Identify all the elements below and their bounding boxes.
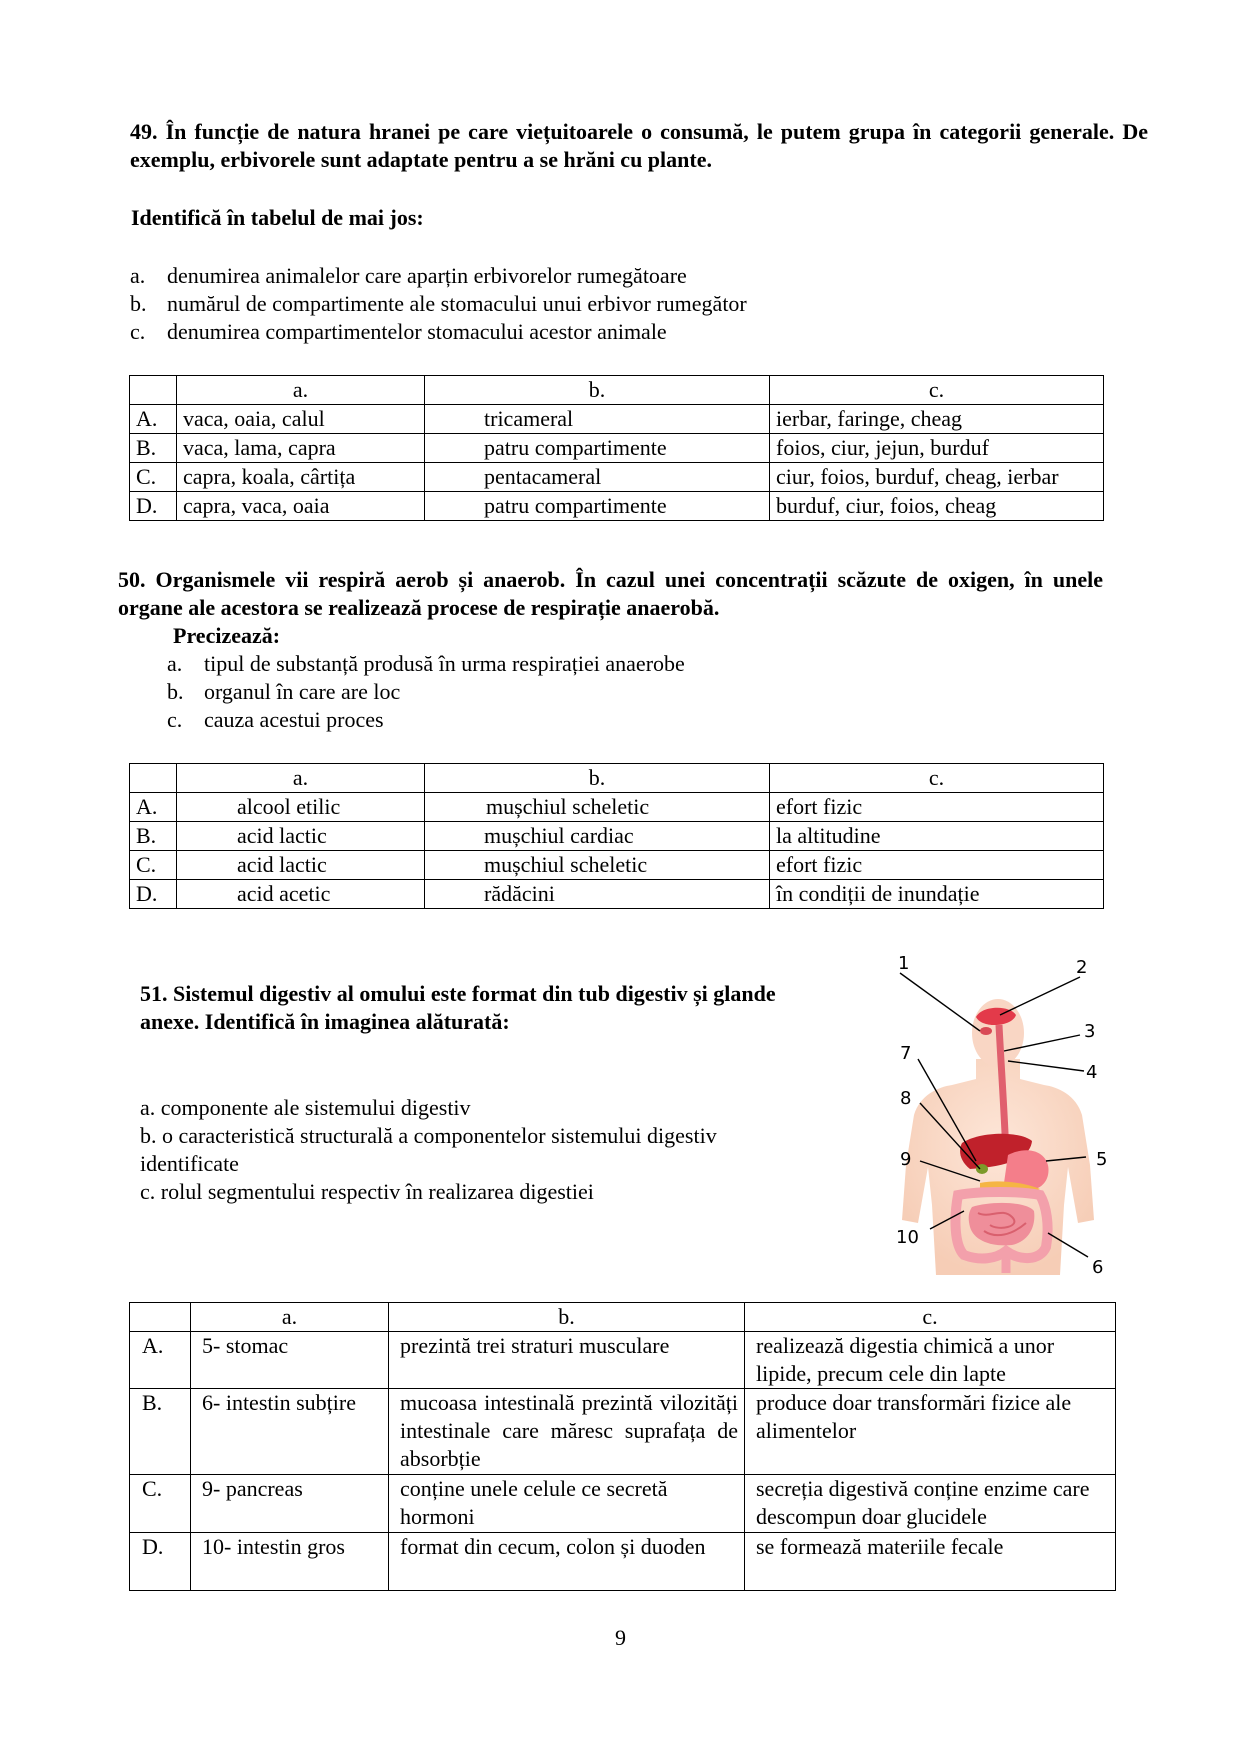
cell-a: vaca, oaia, calul — [177, 405, 425, 434]
cell-b: prezintă trei straturi musculare — [389, 1332, 745, 1389]
cell-c: efort fizic — [770, 793, 1104, 822]
row-label: B. — [130, 822, 177, 851]
table-row — [130, 1389, 1116, 1475]
cell-c: ierbar, faringe, cheag — [770, 405, 1104, 434]
cell-a: vaca, lama, capra — [177, 434, 425, 463]
row-label: A. — [130, 793, 177, 822]
leader-line — [1000, 977, 1080, 1015]
q51-table — [129, 1302, 1116, 1591]
table-row — [130, 851, 1104, 880]
table-header-row — [130, 1303, 1116, 1332]
table-row — [130, 880, 1104, 909]
header-a: a. — [177, 376, 425, 405]
figure-label-9: 9 — [900, 1149, 912, 1170]
corner-cell — [130, 1303, 191, 1332]
cell-a: 10- intestin gros — [191, 1533, 389, 1591]
figure-label-10: 10 — [896, 1227, 919, 1248]
cell-a: acid lactic — [177, 822, 425, 851]
cell-a: acid acetic — [177, 880, 425, 909]
item-text: denumirea animalelor care aparțin erbivorelor rumegătoare — [167, 263, 687, 288]
cell-c: realizează digestia chimică a unor lipide, precum cele din lapte — [745, 1332, 1116, 1389]
cell-b: tricameral — [425, 405, 770, 434]
q51-title: 51. Sistemul digestiv al omului este format din tub digestiv și glande anexe. Identifică în imaginea alăturată: — [140, 981, 776, 1034]
row-label: C. — [130, 851, 177, 880]
cell-c: ciur, foios, burduf, cheag, ierbar — [770, 463, 1104, 492]
figure-label-5: 5 — [1096, 1149, 1108, 1170]
header-b: b. — [389, 1303, 745, 1332]
cell-c: produce doar transformări fizice ale alimentelor — [745, 1389, 1116, 1475]
q51-item-a: a. componente ale sistemului digestiv — [140, 1095, 471, 1120]
table-row — [130, 1332, 1116, 1389]
q49-item-c — [130, 318, 667, 346]
item-text: denumirea compartimentelor stomacului acestor animale — [167, 319, 667, 344]
table-row — [130, 1533, 1116, 1591]
item-letter: b. — [167, 679, 184, 704]
figure-label-6: 6 — [1092, 1257, 1104, 1278]
cell-c: efort fizic — [770, 851, 1104, 880]
q49-instruction: Identifică în tabelul de mai jos: — [131, 205, 424, 230]
q50-item-b — [167, 678, 401, 706]
row-label: B. — [130, 434, 177, 463]
cell-b: patru compartimente — [425, 434, 770, 463]
item-letter: c. — [130, 319, 146, 344]
salivary-gland-shape — [980, 1027, 992, 1035]
cell-b: mușchiul scheletic — [425, 793, 770, 822]
cell-b: format din cecum, colon și duoden — [389, 1533, 745, 1591]
cell-a: 5- stomac — [191, 1332, 389, 1389]
q49-table — [129, 375, 1104, 521]
item-letter: a. — [167, 651, 183, 676]
cell-b: pentacameral — [425, 463, 770, 492]
row-label: C. — [130, 463, 177, 492]
cell-b: mușchiul cardiac — [425, 822, 770, 851]
cell-c: burduf, ciur, foios, cheag — [770, 492, 1104, 521]
gallbladder-shape — [976, 1164, 988, 1174]
cell-a: capra, vaca, oaia — [177, 492, 425, 521]
cell-b: rădăcini — [425, 880, 770, 909]
figure-label-8: 8 — [900, 1088, 912, 1109]
table-row — [130, 434, 1104, 463]
cell-b: conține unele celule ce secretă hormoni — [389, 1475, 745, 1533]
item-text: organul în care are loc — [204, 679, 401, 704]
figure-label-4: 4 — [1086, 1062, 1098, 1083]
cell-b: patru compartimente — [425, 492, 770, 521]
figure-label-1: 1 — [898, 955, 910, 974]
corner-cell — [130, 764, 177, 793]
digestive-system-figure — [880, 955, 1120, 1285]
figure-label-3: 3 — [1084, 1021, 1096, 1042]
table-row — [130, 822, 1104, 851]
page-number: 9 — [615, 1625, 626, 1650]
header-c: c. — [745, 1303, 1116, 1332]
q50-title: 50. Organismele vii respiră aerob și anaerob. În cazul unei concentrații scăzute de oxigen, în unele organe ale acestora se realizează procese de respirație anaerobă. — [118, 567, 1103, 620]
q50-item-a — [167, 650, 685, 678]
item-text: cauza acestui proces — [204, 707, 384, 732]
cell-c: în condiții de inundație — [770, 880, 1104, 909]
table-row — [130, 492, 1104, 521]
row-label: D. — [130, 492, 177, 521]
q50-instruction: Precizează: — [173, 623, 281, 648]
header-b: b. — [425, 764, 770, 793]
item-letter: b. — [130, 291, 147, 316]
item-letter: c. — [167, 707, 183, 732]
q51-item-b: b. o caracteristică structurală a componentelor sistemului digestiv identificate — [140, 1123, 717, 1176]
cell-c: foios, ciur, jejun, burduf — [770, 434, 1104, 463]
item-text: numărul de compartimente ale stomacului unui erbivor rumegător — [167, 291, 747, 316]
figure-label-2: 2 — [1076, 957, 1088, 978]
cell-b: mucoasa intestinală prezintă vilozități intestinale care măresc suprafața de absorbție — [389, 1389, 745, 1475]
row-label: A. — [130, 405, 177, 434]
item-letter: a. — [130, 263, 146, 288]
cell-a: alcool etilic — [177, 793, 425, 822]
item-text: tipul de substanță produsă în urma respirației anaerobe — [204, 651, 685, 676]
header-b: b. — [425, 376, 770, 405]
row-label: D. — [130, 880, 177, 909]
cell-a: 6- intestin subțire — [191, 1389, 389, 1475]
cell-b: mușchiul scheletic — [425, 851, 770, 880]
table-row — [130, 405, 1104, 434]
cell-a: acid lactic — [177, 851, 425, 880]
table-row — [130, 793, 1104, 822]
q51-item-c: c. rolul segmentului respectiv în realizarea digestiei — [140, 1179, 594, 1204]
table-row — [130, 463, 1104, 492]
q51-items — [140, 1094, 820, 1206]
header-a: a. — [177, 764, 425, 793]
q50-item-c — [167, 706, 384, 734]
cell-c: la altitudine — [770, 822, 1104, 851]
corner-cell — [130, 376, 177, 405]
table-header-row — [130, 764, 1104, 793]
figure-label-7: 7 — [900, 1043, 912, 1064]
q49-item-a — [130, 262, 687, 290]
leader-line — [900, 973, 980, 1031]
q50-table — [129, 763, 1104, 909]
cell-a: 9- pancreas — [191, 1475, 389, 1533]
table-row — [130, 1475, 1116, 1533]
cell-c: se formează materiile fecale — [745, 1533, 1116, 1591]
table-header-row — [130, 376, 1104, 405]
q49-title: 49. În funcție de natura hranei pe care viețuitoarele o consumă, le putem grupa în categorii generale. De exemplu, erbivorele sunt adaptate pentru a se hrăni cu plante. — [130, 119, 1148, 172]
header-c: c. — [770, 376, 1104, 405]
row-label: B. — [130, 1389, 191, 1475]
row-label: C. — [130, 1475, 191, 1533]
cell-a: capra, koala, cârtița — [177, 463, 425, 492]
row-label: D. — [130, 1533, 191, 1591]
cell-c: secreția digestivă conține enzime care descompun doar glucidele — [745, 1475, 1116, 1533]
header-a: a. — [191, 1303, 389, 1332]
header-c: c. — [770, 764, 1104, 793]
q49-item-b — [130, 290, 747, 318]
row-label: A. — [130, 1332, 191, 1389]
